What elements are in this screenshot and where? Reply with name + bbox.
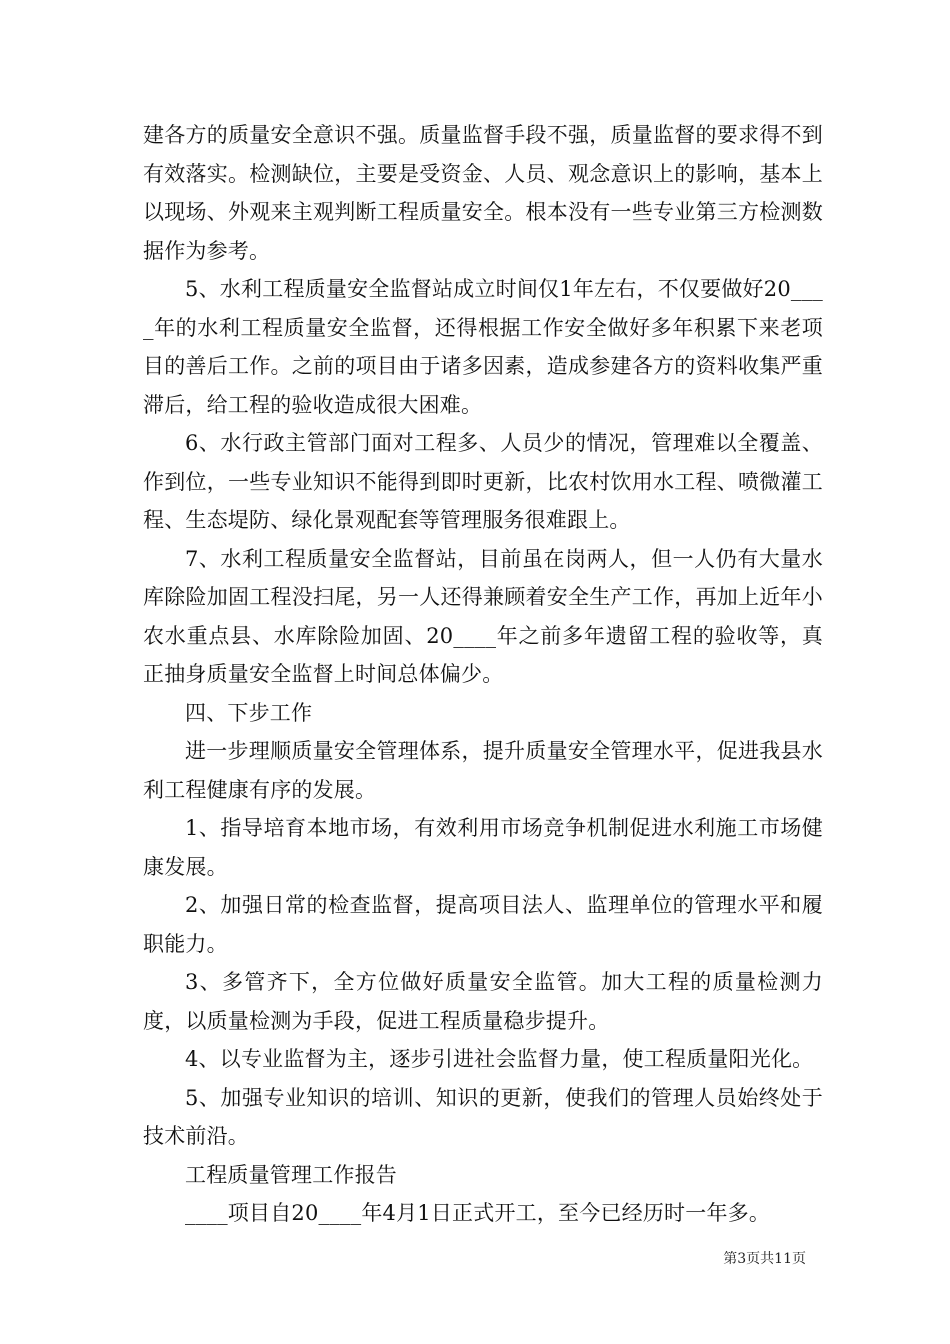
document-body — [143, 116, 823, 1233]
paragraph: 6、水行政主管部门面对工程多、人员少的情况，管理难以全覆盖、作到位，一些专业知识不能得到即时更新，比农村饮用水工程、喷微灌工程、生态堤防、绿化景观配套等管理服务很难跟上。 — [143, 431, 823, 532]
list-item: 3、多管齐下，全方位做好质量安全监管。加大工程的质量检测力度，以质量检测为手段，促进工程质量稳步提升。 — [143, 970, 823, 1033]
paragraph: 建各方的质量安全意识不强。质量监督手段不强，质量监督的要求得不到有效落实。检测缺位，主要是受资金、人员、观念意识上的影响，基本上以现场、外观来主观判断工程质量安全。根本没有一些专业第三方检测数据作为参考。 — [143, 123, 823, 263]
paragraph: 进一步理顺质量安全管理体系，提升质量安全管理水平，促进我县水利工程健康有序的发展。 — [143, 739, 823, 802]
list-item: 1、指导培育本地市场，有效利用市场竞争机制促进水利施工市场健康发展。 — [143, 816, 823, 879]
report-title: 工程质量管理工作报告 — [185, 1162, 397, 1187]
paragraph: 7、水利工程质量安全监督站，目前虽在岗两人，但一人仍有大量水库除险加固工程没扫尾，另一人还得兼顾着安全生产工作，再加上近年小农水重点县、水库除险加固、20____年之前多年遗留工程的验收等，真正抽身质量安全监督上时间总体偏少。 — [143, 546, 823, 686]
paragraph: 5、水利工程质量安全监督站成立时间仅1年左右，不仅要做好20____年的水利工程质量安全监督，还得根据工作安全做好多年积累下来老项目的善后工作。之前的项目由于诸多因素，造成参建各方的资料收集严重滞后，给工程的验收造成很大困难。 — [143, 277, 823, 417]
list-item: 2、加强日常的检查监督，提高项目法人、监理单位的管理水平和履职能力。 — [143, 893, 823, 956]
list-item: 5、加强专业知识的培训、知识的更新，使我们的管理人员始终处于技术前沿。 — [143, 1085, 823, 1148]
page-number: 第3页共11页 — [723, 1251, 806, 1267]
paragraph: ____项目自20____年4月1日正式开工，至今已经历时一年多。 — [185, 1201, 771, 1225]
list-item: 4、以专业监督为主，逐步引进社会监督力量，使工程质量阳光化。 — [185, 1047, 814, 1071]
section-heading: 四、下步工作 — [185, 700, 313, 725]
